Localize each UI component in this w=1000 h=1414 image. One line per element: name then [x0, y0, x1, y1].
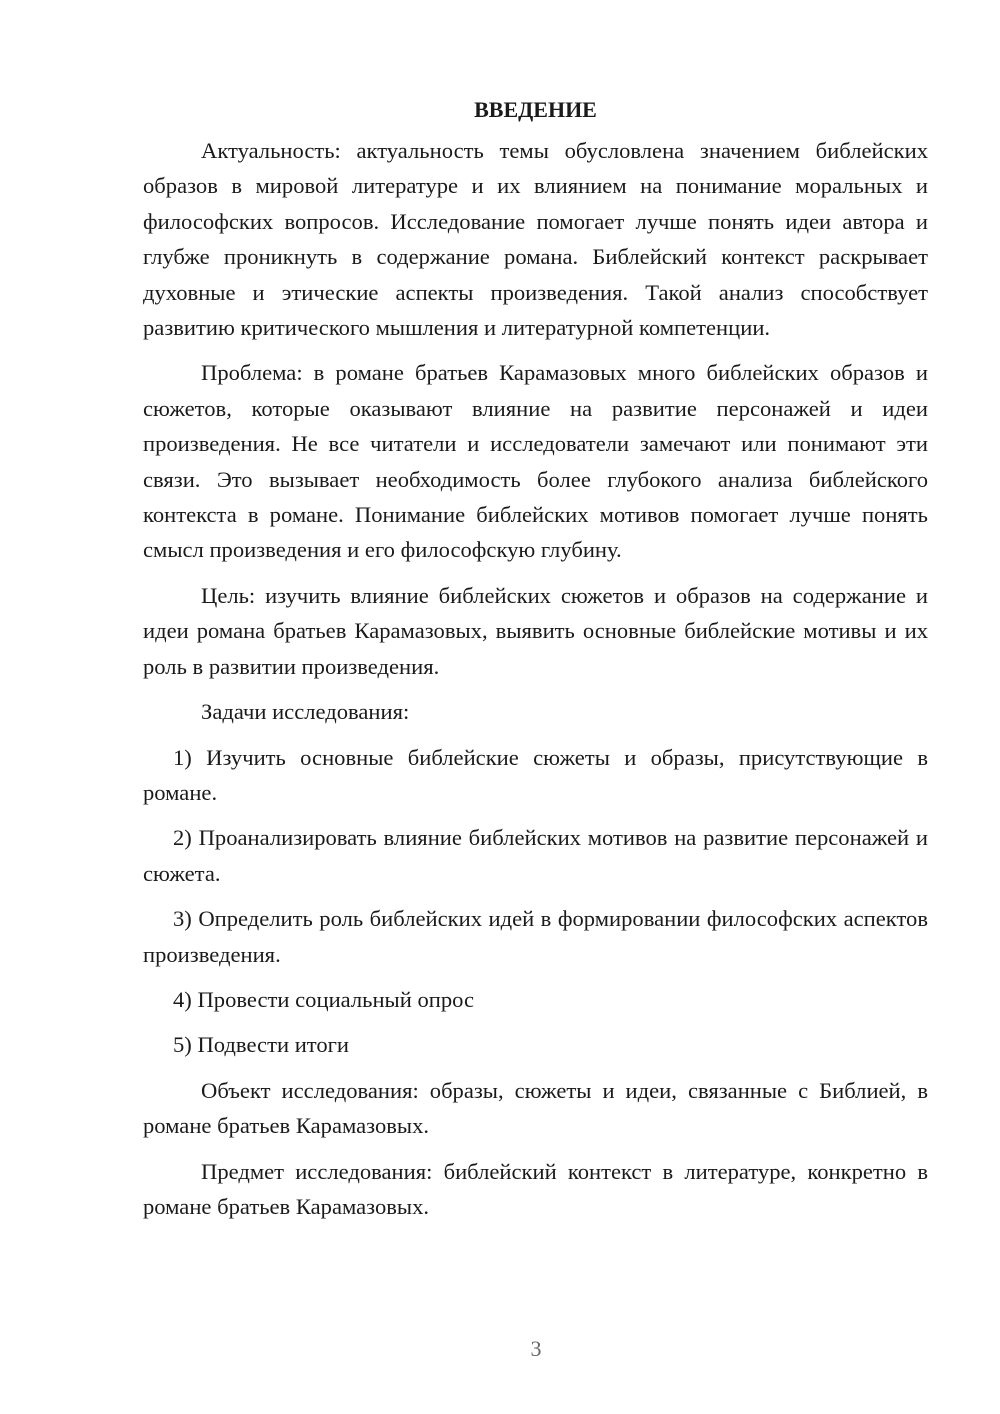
- page-number: 3: [530, 1336, 542, 1361]
- object-paragraph: Объект исследования: образы, сюжеты и идеи, связанные с Библией, в романе братьев Карамазовых.: [143, 1077, 928, 1139]
- task-item-5: 5) Подвести итоги: [173, 1032, 350, 1058]
- problem-paragraph: Проблема: в романе братьев Карамазовых много библейских образов и сюжетов, которые оказывают влияние на развитие персонажей и идеи произведения. Не все читатели и исследователи замечают или понимают эти связи. Это вызывает необходимость более глубокого анализа библейского контекста в романе. Понимание библейских мотивов помогает лучше понять смысл произведения и его философскую глубину.: [143, 360, 928, 563]
- page-content: [143, 92, 928, 1234]
- task-item-4: 4) Провести социальный опрос: [173, 986, 475, 1012]
- section-title: ВВЕДЕНИЕ: [474, 97, 597, 122]
- subject-paragraph: Предмет исследования: библейский контекст в литературе, конкретно в романе братьев Карамазовых.: [143, 1158, 928, 1219]
- task-item-3: 3) Определить роль библейских идей в формировании философских аспектов произведения.: [143, 906, 928, 967]
- relevance-paragraph: Актуальность: актуальность темы обусловлена значением библейских образов в мировой литературе и их влиянием на понимание моральных и философских вопросов. Исследование помогает лучше понять идеи автора и глубже проникнуть в содержание романа. Библейский контекст раскрывает духовные и этические аспекты произведения. Такой анализ способствует развитию критического мышления и литературной компетенции.: [143, 138, 928, 341]
- task-item-2: 2) Проанализировать влияние библейских мотивов на развитие персонажей и сюжета.: [143, 825, 928, 886]
- task-item-1: 1) Изучить основные библейские сюжеты и образы, присутствующие в романе.: [143, 744, 928, 805]
- goal-paragraph: Цель: изучить влияние библейских сюжетов и образов на содержание и идеи романа братьев Карамазовых, выявить основные библейские мотивы и их роль в развитии произведения.: [143, 582, 928, 679]
- tasks-heading: Задачи исследования:: [201, 699, 410, 725]
